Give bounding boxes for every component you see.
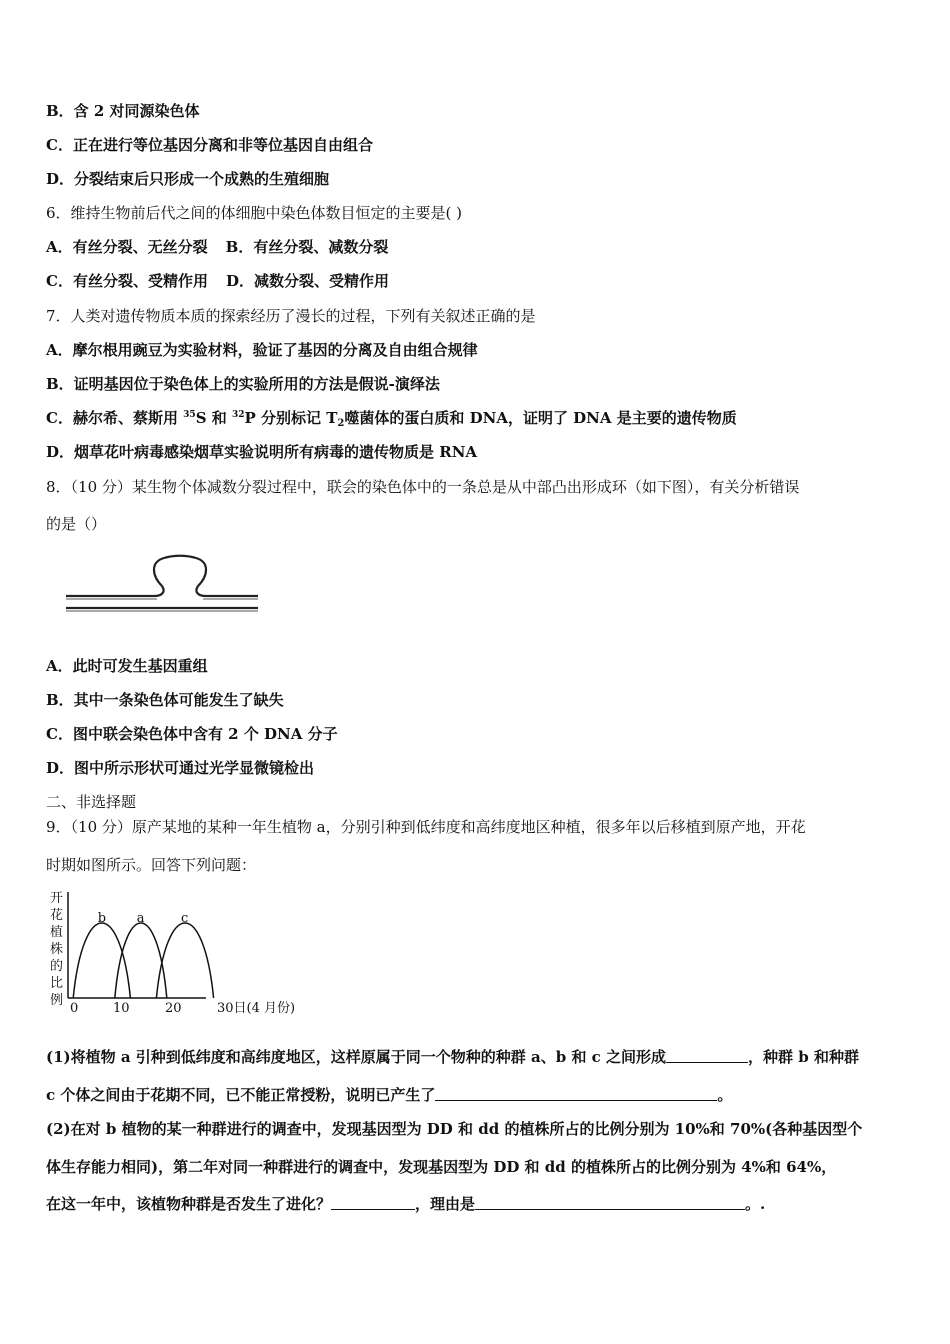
answer-blank-3[interactable]: [331, 1195, 415, 1210]
q8-option-b: B．其中一条染色体可能发生了缺失: [46, 691, 284, 709]
q6-option-a: A．有丝分裂、无丝分裂: [46, 238, 208, 256]
x-tick-label: 10: [113, 1001, 130, 1016]
series-label-b: b: [97, 911, 107, 926]
q6-options-cd: [46, 271, 389, 291]
y-label-char: 花: [50, 908, 64, 923]
curve-b: [73, 923, 130, 998]
q5-option-b: B．含 2 对同源染色体: [46, 102, 200, 120]
q7-option-d: D．烟草花叶病毒感染烟草实验说明所有病毒的遗传物质是 RNA: [46, 443, 478, 461]
chromosome-loop-figure: [62, 552, 262, 622]
q9-stem-line2: 时期如图所示。回答下列问题：: [46, 856, 257, 874]
q6-stem: 6．维持生物前后代之间的体细胞中染色体数目恒定的主要是( ): [46, 204, 463, 222]
q7-option-c: C．赫尔希、蔡斯用 $^{35}$S 和 $^{32}$P 分别标记 $T_2$噬菌体的蛋白质和 DNA，证明了 DNA 是主要的遗传物质: [46, 409, 737, 429]
x-tick-label: 20: [165, 1001, 182, 1016]
q5-option-d: D．分裂结束后只形成一个成熟的生殖细胞: [46, 170, 330, 188]
q9-part2-line2: 体生存能力相同)，第二年对同一种群进行的调查中，发现基因型为 DD 和 dd 的植株所占的比例分别为 4%和 64%，: [46, 1158, 837, 1176]
q9-part2-line1: (2)在对 b 植物的某一种群进行的调查中，发现基因型为 DD 和 dd 的植株所占的比例分别为 10%和 70%(各种基因型个: [46, 1120, 863, 1138]
q7-stem: 7．人类对遗传物质本质的探索经历了漫长的过程，下列有关叙述正确的是: [46, 307, 536, 325]
q8-option-a: A．此时可发生基因重组: [46, 657, 208, 675]
q6-options-ab: [46, 237, 388, 257]
chromosome-upper: [66, 556, 258, 596]
answer-blank-1[interactable]: [666, 1048, 748, 1063]
y-label-char: 株: [50, 942, 64, 957]
q6-option-c: C．有丝分裂、受精作用: [46, 272, 208, 290]
q5-option-c: C．正在进行等位基因分离和非等位基因自由组合: [46, 136, 373, 154]
curve-a: [115, 923, 167, 998]
q7-option-a: A．摩尔根用豌豆为实验材料，验证了基因的分离及自由组合规律: [46, 341, 478, 359]
y-label-char: 开: [50, 891, 64, 906]
answer-blank-4[interactable]: [475, 1195, 745, 1210]
q6-option-b: B．有丝分裂、减数分裂: [225, 238, 389, 256]
q9-part2-line3: 在这一年中，该植物种群是否发生了进化？ ，理由是 。.: [46, 1195, 766, 1213]
section-heading: 二、非选择题: [46, 793, 137, 811]
q9-part1-line2: c 个体之间由于花期不同，已不能正常授粉，说明已产生了 。: [46, 1086, 733, 1104]
y-label-char: 植: [50, 925, 64, 940]
q8-stem-line2: 的是（）: [46, 515, 107, 533]
q7-option-b: B．证明基因位于染色体上的实验所用的方法是假说-演绎法: [46, 375, 440, 393]
y-label-char: 的: [50, 959, 64, 974]
q6-option-d: D．减数分裂、受精作用: [225, 272, 389, 290]
x-tick-label: 0: [70, 1001, 79, 1016]
series-label-a: a: [136, 911, 145, 926]
q9-part1-line1: (1)将植物 a 引种到低纬度和高纬度地区，这样原属于同一个物种的种群 a、b 和 c 之间形成 ，种群 b 和种群: [46, 1048, 859, 1066]
y-axis-label: [50, 891, 63, 1008]
q8-option-c: C．图中联会染色体中含有 2 个 DNA 分子: [46, 725, 338, 743]
q8-option-d: D．图中所示形状可通过光学显微镜检出: [46, 759, 315, 777]
answer-blank-2[interactable]: [435, 1086, 717, 1101]
y-label-char: 例: [50, 993, 64, 1008]
y-label-char: 比: [50, 976, 64, 991]
q8-stem-line1: 8．（10 分）某生物个体减数分裂过程中，联会的染色体中的一条总是从中部凸出形成环（如下图），有关分析错误: [46, 478, 800, 496]
q9-stem-line1: 9．（10 分）原产某地的某种一年生植物 a，分别引种到低纬度和高纬度地区种植，很多年以后移植到原产地，开花: [46, 818, 806, 836]
x-tick-label: 30日(4 月份): [217, 1001, 296, 1016]
series-label-c: c: [181, 911, 189, 926]
flowering-chart: [46, 886, 296, 1016]
